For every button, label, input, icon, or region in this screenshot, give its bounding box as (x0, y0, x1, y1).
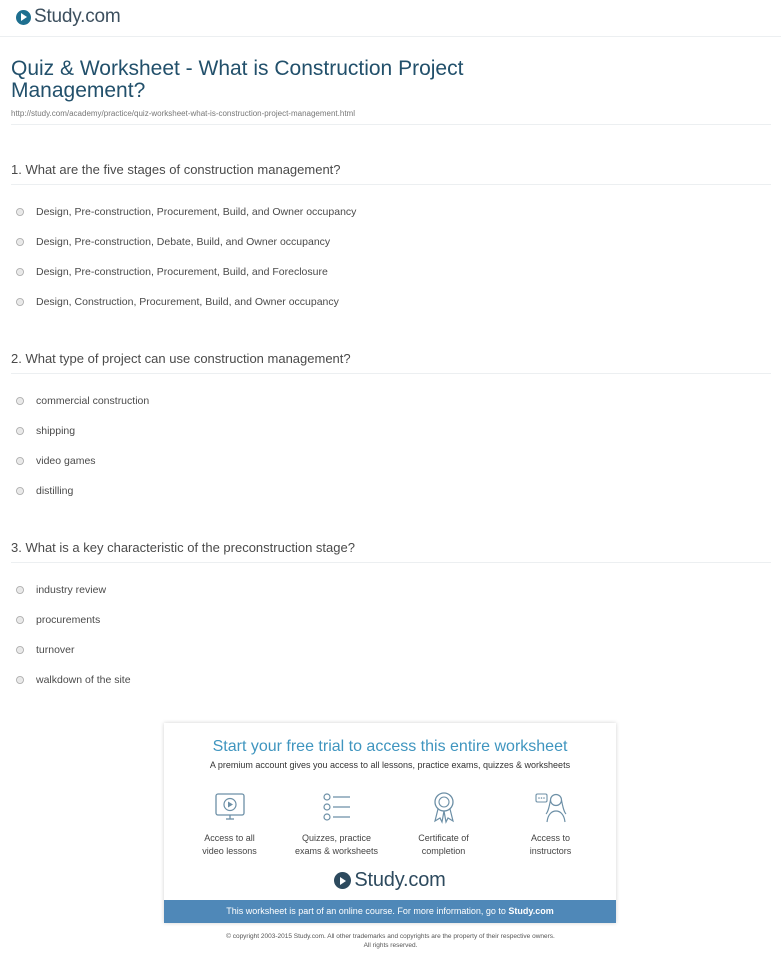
radio-button[interactable] (16, 427, 24, 435)
answer-option[interactable] (11, 287, 771, 317)
copyright-line-2: All rights reserved. (363, 942, 418, 949)
option-label: shipping (36, 425, 76, 437)
question-divider (11, 184, 771, 185)
answer-option[interactable] (11, 227, 771, 257)
copyright-notice (0, 932, 781, 950)
radio-button[interactable] (16, 646, 24, 654)
radio-button[interactable] (16, 457, 24, 465)
quiz-list-icon (320, 790, 354, 824)
option-label: Design, Pre-construction, Procurement, Build, and Owner occupancy (36, 206, 357, 218)
option-label: Design, Construction, Procurement, Build, and Owner occupancy (36, 296, 339, 308)
question-text: 3. What is a key characteristic of the preconstruction stage? (11, 540, 355, 555)
feature-label: Access to all video lessons (202, 833, 257, 856)
feature-certificate (394, 790, 494, 858)
play-logo-icon (334, 872, 351, 889)
answer-option[interactable] (11, 605, 771, 635)
answer-option[interactable] (11, 416, 771, 446)
option-label: procurements (36, 614, 101, 626)
radio-button[interactable] (16, 208, 24, 216)
option-label: industry review (36, 584, 107, 596)
question-2 (11, 351, 771, 506)
option-label: Design, Pre-construction, Debate, Build, and Owner occupancy (36, 236, 331, 248)
question-text: 2. What type of project can use construction management? (11, 351, 351, 366)
question-3 (11, 540, 771, 695)
play-logo-icon (16, 10, 31, 25)
header-divider (0, 36, 781, 37)
radio-button[interactable] (16, 238, 24, 246)
title-divider (11, 124, 771, 125)
radio-button[interactable] (16, 298, 24, 306)
question-divider (11, 373, 771, 374)
question-1 (11, 162, 771, 317)
answer-option[interactable] (11, 386, 771, 416)
feature-label: Certificate of completion (418, 833, 469, 856)
promo-study-logo (164, 869, 616, 892)
page-title: Quiz & Worksheet - What is Construction Project Management? (11, 57, 464, 102)
answer-option[interactable] (11, 257, 771, 287)
answer-option[interactable] (11, 446, 771, 476)
option-label: turnover (36, 644, 75, 656)
radio-button[interactable] (16, 586, 24, 594)
radio-button[interactable] (16, 676, 24, 684)
answer-option[interactable] (11, 575, 771, 605)
promo-heading[interactable]: Start your free trial to access this entire worksheet (212, 738, 568, 755)
option-label: commercial construction (36, 395, 150, 407)
certificate-icon (427, 790, 461, 824)
feature-quizzes (287, 790, 387, 858)
radio-button[interactable] (16, 268, 24, 276)
promo-subheading: A premium account gives you access to all lessons, practice exams, quizzes & worksheets (209, 760, 571, 770)
study-link[interactable]: Study.com (508, 906, 554, 916)
free-trial-promo (164, 723, 616, 923)
study-logo[interactable] (16, 6, 121, 28)
question-text: 1. What are the five stages of construction management? (11, 162, 341, 177)
feature-instructors (501, 790, 601, 858)
option-label: walkdown of the site (36, 674, 131, 686)
option-label: video games (36, 455, 96, 467)
answer-option[interactable] (11, 197, 771, 227)
video-lesson-icon (213, 790, 247, 824)
radio-button[interactable] (16, 397, 24, 405)
promo-logo-text: Study.com (354, 869, 446, 891)
option-label: Design, Pre-construction, Procurement, Build, and Foreclosure (36, 266, 328, 278)
answer-option[interactable] (11, 665, 771, 695)
feature-label: Quizzes, practice exams & worksheets (294, 833, 379, 856)
promo-footer-bar (164, 900, 616, 923)
instructor-icon (534, 790, 568, 824)
question-divider (11, 562, 771, 563)
option-label: distilling (36, 485, 74, 497)
feature-list (164, 790, 616, 858)
answer-option[interactable] (11, 476, 771, 506)
answer-option[interactable] (11, 635, 771, 665)
logo-text: Study.com (34, 6, 121, 27)
radio-button[interactable] (16, 616, 24, 624)
promo-footer-text: This worksheet is part of an online course. For more information, go to (226, 906, 506, 916)
page-url: http://study.com/academy/practice/quiz-worksheet-what-is-construction-project-management.html (11, 109, 355, 118)
copyright-line-1: © copyright 2003-2015 Study.com. All other trademarks and copyrights are the property of their respective owners. (226, 933, 555, 940)
feature-label: Access to instructors (529, 833, 572, 856)
radio-button[interactable] (16, 487, 24, 495)
feature-video-lessons (180, 790, 280, 858)
